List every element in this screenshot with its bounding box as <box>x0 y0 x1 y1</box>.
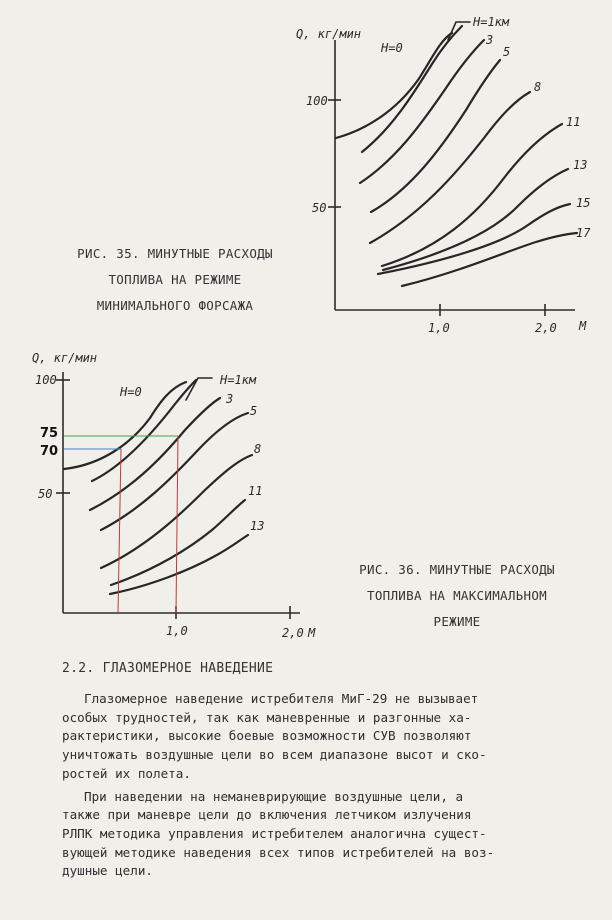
fig35-x-tick-label-1: 1,0 <box>428 321 450 335</box>
fig36-y-axis-label: Q, кг/мин <box>32 351 98 365</box>
fig36-curve-label-h1: H=1км <box>220 373 257 387</box>
fig35-curve-label-h1: H=1км <box>473 15 510 29</box>
fig36-curve-label-8: 8 <box>254 442 262 456</box>
figure-35-caption <box>40 241 310 319</box>
annotation-red-line-right <box>176 436 178 613</box>
fig35-curve-label-11: 11 <box>566 115 581 129</box>
fig35-curve-label-17: 17 <box>576 226 591 240</box>
fig36-curve-label-5: 5 <box>250 404 258 418</box>
fig35-curve-label-13: 13 <box>573 158 588 172</box>
paragraph <box>62 788 582 882</box>
fig36-x-tick-label-2: 2,0 <box>282 626 304 640</box>
fig35-x-tick-label-2: 2,0 <box>535 321 557 335</box>
fig36-curve-13 <box>110 535 248 594</box>
fig36-curve-label-h0: H=0 <box>120 385 142 399</box>
fig36-h1-pointer <box>186 378 212 400</box>
text-line: рактеристики, высокие боевые возможности СУВ позволяют <box>62 728 472 744</box>
fig36-curve-label-11: 11 <box>248 484 263 498</box>
fig35-curve-label-5: 5 <box>503 45 511 59</box>
text-line: также при маневре цели до включения летчиком излучения <box>62 807 472 823</box>
fig36-x-tick-label-1: 1,0 <box>166 624 188 638</box>
fig36-curve-h1 <box>92 380 196 481</box>
figure-36-caption-line: РИС. 36. МИНУТНЫЕ РАСХОДЫ <box>359 562 555 577</box>
figure-36-caption <box>322 557 592 635</box>
annotation-label-70: 70 <box>40 444 59 459</box>
figure-35-caption-line: МИНИМАЛЬНОГО ФОРСАЖА <box>96 298 254 313</box>
fig36-y-tick-label-100: 100 <box>35 373 57 387</box>
text-line: ростей их полета. <box>62 765 191 781</box>
fig35-curve-label-h0: H=0 <box>381 41 403 55</box>
text-line: уничтожать воздушные цели во всем диапазоне высот и ско- <box>62 747 487 763</box>
text-line: вующей методике наведения всех типов истребителей на воз- <box>62 844 495 860</box>
text-line: РЛПК методика управления истребителем аналогична сущест- <box>62 825 487 841</box>
fig36-curve-label-13: 13 <box>250 519 265 533</box>
annotation-label-75: 75 <box>40 426 59 441</box>
fig35-y-tick-label-50: 50 <box>312 201 327 215</box>
figure-35-caption-line: РИС. 35. МИНУТНЫЕ РАСХОДЫ <box>77 246 273 261</box>
text-line: душные цели. <box>62 863 153 879</box>
fig36-x-axis-label: M <box>308 626 316 640</box>
fig35-curve-label-8: 8 <box>534 80 542 94</box>
fig35-y-axis-label: Q, кг/мин <box>296 27 362 41</box>
fig36-curve-label-3: 3 <box>226 392 234 406</box>
figure-36-caption-line: ТОПЛИВА НА МАКСИМАЛЬНОМ <box>367 588 547 603</box>
fig35-curve-label-15: 15 <box>576 196 591 210</box>
text-line: При наведении на неманеврирующие воздушные цели, а <box>84 788 464 804</box>
fig35-curve-label-3: 3 <box>486 33 494 47</box>
paragraph <box>62 690 582 784</box>
section-body <box>62 690 582 885</box>
fig35-y-tick-label-100: 100 <box>306 94 328 108</box>
annotation-red-line-left <box>118 449 121 613</box>
text-line: особых трудностей, так как маневренные и разгонные ха- <box>62 709 472 725</box>
fig36-y-tick-label-50: 50 <box>38 487 53 501</box>
figure-35-caption-line: ТОПЛИВА НА РЕЖИМЕ <box>108 272 242 287</box>
section-heading: 2.2. ГЛАЗОМЕРНОЕ НАВЕДЕНИЕ <box>62 661 274 676</box>
fig35-x-axis-label: M <box>579 319 587 333</box>
text-line: Глазомерное наведение истребителя МиГ-29 не вызывает <box>84 691 479 706</box>
figure-36-caption-line: РЕЖИМЕ <box>433 614 481 629</box>
